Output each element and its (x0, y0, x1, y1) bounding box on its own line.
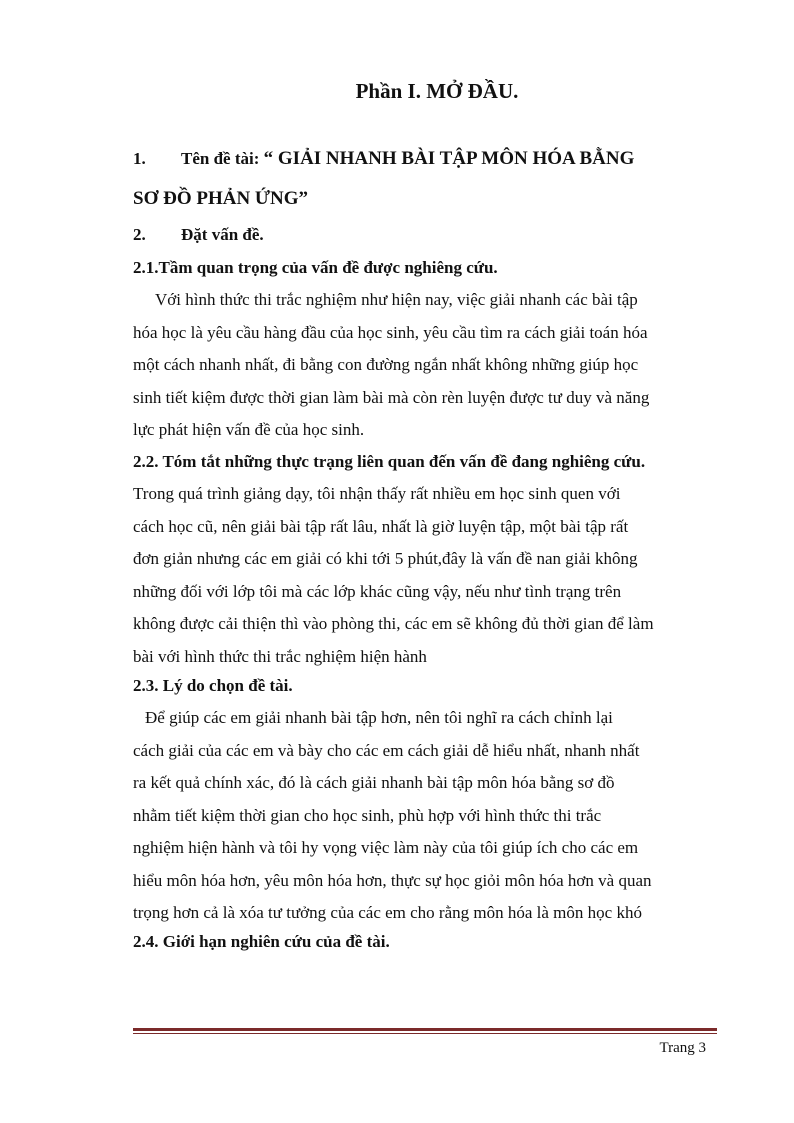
paragraph-line: Để giúp các em giải nhanh bài tập hơn, nên tôi nghĩ ra cách chỉnh lại (145, 708, 613, 727)
footer-rule-thick (133, 1028, 717, 1031)
section-2-2-paragraph (133, 478, 723, 673)
paragraph-line: nhằm tiết kiệm thời gian cho học sinh, phù hợp với hình thức thi trắc (133, 805, 602, 825)
paragraph-line: một cách nhanh nhất, đi bằng con đường ngắn nhất không những giúp học (133, 355, 639, 374)
paragraph-line: hiểu môn hóa hơn, yêu môn hóa hơn, thực sự học giỏi môn hóa hơn và quan (133, 870, 652, 890)
paragraph-line: sinh tiết kiệm được thời gian làm bài mà còn rèn luyện được tư duy và năng (133, 387, 650, 407)
section-2-1-heading: 2.1.Tầm quan trọng của vấn đề được nghiêng cứu. (133, 258, 498, 277)
page-title: Phần I. MỞ ĐẦU. (355, 79, 519, 103)
paragraph-line: nghiệm hiện hành và tôi hy vọng việc làm này của tôi giúp ích cho các em (133, 838, 639, 857)
section-1-topic-line1: “ GIẢI NHANH BÀI TẬP MÔN HÓA BẰNG (263, 148, 635, 169)
section-2-heading (133, 219, 264, 251)
footer-rule-thin (133, 1033, 717, 1034)
section-2-2 (133, 446, 723, 673)
paragraph-line: trọng hơn cả là xóa tư tưởng của các em cho rằng môn hóa là môn học khó (133, 903, 642, 922)
paragraph-line: Trong quá trình giảng dạy, tôi nhận thấy rất nhiều em học sinh quen với (133, 484, 621, 503)
section-2-label: Đặt vấn đề. (181, 225, 264, 244)
section-1-number: 1. (133, 149, 146, 168)
section-2-number: 2. (133, 225, 146, 244)
paragraph-line: ra kết quả chính xác, đó là cách giải nhanh bài tập môn hóa bằng sơ đồ (133, 773, 615, 792)
section-2-4-heading: 2.4. Giới hạn nghiên cứu của đề tài. (133, 932, 390, 951)
section-2-3-paragraph (133, 702, 723, 930)
section-2-3 (133, 670, 723, 930)
section-2-2-heading: 2.2. Tóm tắt những thực trạng liên quan đến vấn đề đang nghiêng cứu. (133, 452, 646, 471)
section-2-1-paragraph (133, 284, 723, 447)
paragraph-line: cách học cũ, nên giải bài tập rất lâu, nhất là giờ luyện tập, một bài tập rất (133, 516, 629, 536)
section-2-1 (133, 252, 723, 447)
paragraph-line: lực phát hiện vấn đề của học sinh. (133, 420, 365, 439)
section-1-heading (133, 148, 713, 170)
section-2-3-heading: 2.3. Lý do chọn đề tài. (133, 676, 293, 695)
paragraph-line: không được cải thiện thì vào phòng thi, các em sẽ không đủ thời gian để làm (133, 614, 654, 633)
paragraph-line: đơn giản nhưng các em giải có khi tới 5 phút,đây là vấn đề nan giải không (133, 549, 638, 568)
paragraph-line: bài với hình thức thi trắc nghiệm hiện hành (133, 646, 427, 666)
paragraph-line: hóa học là yêu cầu hàng đầu của học sinh, yêu cầu tìm ra cách giải toán hóa (133, 322, 648, 342)
paragraph-line: những đối với lớp tôi mà các lớp khác cũng vậy, nếu như tình trạng trên (133, 581, 622, 601)
section-1-topic-line2: SƠ ĐỒ PHẢN ỨNG” (133, 188, 309, 209)
paragraph-line: Với hình thức thi trắc nghiệm như hiện nay, việc giải nhanh các bài tập (155, 290, 638, 309)
section-1-label: Tên đề tài: (181, 149, 264, 168)
paragraph-line: cách giải của các em và bày cho các em cách giải dễ hiểu nhất, nhanh nhất (133, 740, 640, 760)
page-number: Trang 3 (659, 1040, 706, 1056)
